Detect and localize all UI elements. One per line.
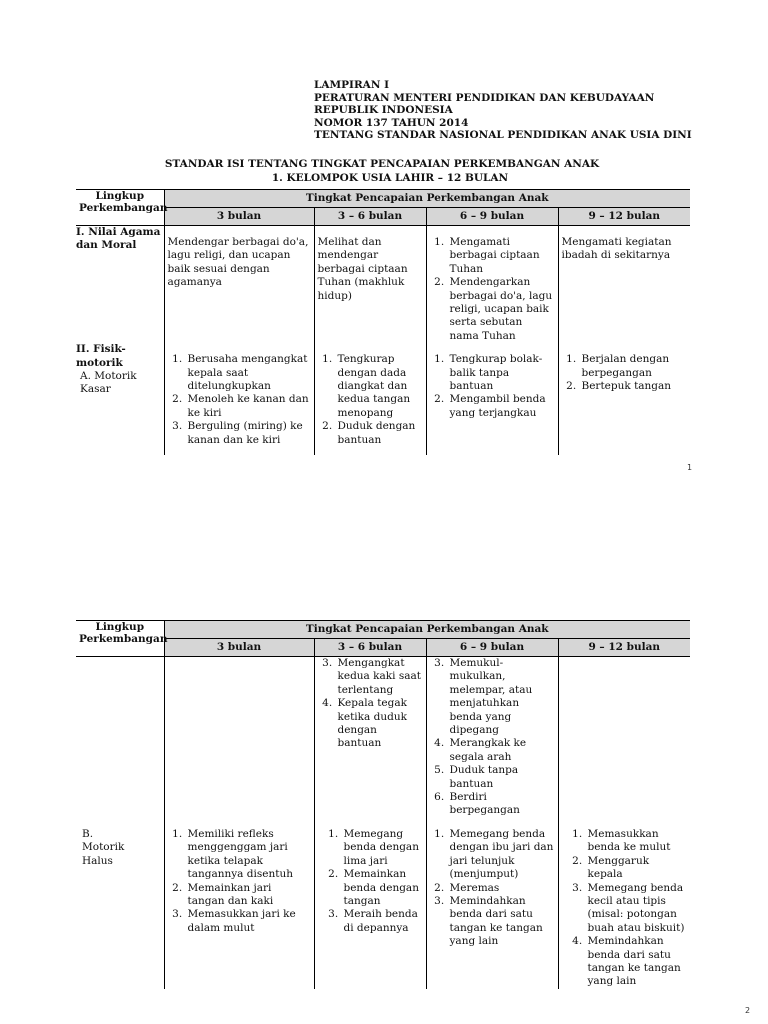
list-item: 1. Tengkurap dengan dada diangkat dan kedua tangan menopang xyxy=(336,353,423,420)
row-sublabel: A. Motorik Kasar xyxy=(80,370,137,396)
cell-list xyxy=(430,828,555,949)
col-header-6-9-bulan: 6 – 9 bulan xyxy=(426,639,558,657)
list-item: 4. Kepala tegak ketika duduk dengan bantuan xyxy=(336,697,423,751)
col-header-9-12-bulan: 9 – 12 bulan xyxy=(558,208,690,226)
list-item: 2. Memainkan benda dengan tangan xyxy=(342,868,423,908)
list-item: 3. Memasukkan jari ke dalam mulut xyxy=(186,908,311,935)
cell-list xyxy=(430,657,555,818)
list-item: 3. Memindahkan benda dari satu tangan ke tangan yang lain xyxy=(448,895,555,949)
row-label: B. Motorik Halus xyxy=(82,827,125,867)
cell-list xyxy=(430,236,555,343)
list-item: 2. Duduk dengan bantuan xyxy=(336,420,423,447)
col-header-9-12-bulan: 9 – 12 bulan xyxy=(558,639,690,657)
row-label: I. Nilai Agama dan Moral xyxy=(76,226,164,344)
cell-list xyxy=(318,828,423,935)
list-item: 3. Meraih benda di depannya xyxy=(342,908,423,935)
table-page-1 xyxy=(76,189,690,455)
list-item: 1. Berusaha mengangkat kepala saat ditelungkupkan xyxy=(186,353,311,393)
list-item: 1. Berjalan dengan berpegangan xyxy=(580,353,688,380)
list-item: 2. Menoleh ke kanan dan ke kiri xyxy=(186,393,311,420)
cell-list xyxy=(168,353,311,447)
header-lingkup: Lingkup Perkembangan xyxy=(76,621,164,657)
header-line: REPUBLIK INDONESIA xyxy=(314,104,453,116)
cell-list xyxy=(318,657,423,751)
page-number: 2 xyxy=(745,1006,751,1015)
list-item: 1. Memegang benda dengan lima jari xyxy=(342,828,423,868)
col-header-3-6-bulan: 3 – 6 bulan xyxy=(314,208,426,226)
list-item: 3. Memukul-mukulkan, melempar, atau menjatuhkan benda yang dipegang xyxy=(448,657,555,737)
col-header-3-bulan: 3 bulan xyxy=(164,639,314,657)
cell-text: Mendengar berbagai do'a, lagu religi, dan ucapan baik sesuai dengan agamanya xyxy=(167,236,309,289)
list-item: 6. Berdiri berpegangan xyxy=(448,791,555,818)
cell-list xyxy=(562,353,688,393)
list-item: 2. Memainkan jari tangan dan kaki xyxy=(186,882,311,909)
table-row xyxy=(76,226,690,344)
col-header-6-9-bulan: 6 – 9 bulan xyxy=(426,208,558,226)
header-line: TENTANG STANDAR NASIONAL PENDIDIKAN ANAK USIA DINI xyxy=(314,129,692,141)
list-item: 2. Mengambil benda yang terjangkau xyxy=(448,393,555,420)
header-tingkat: Tingkat Pencapaian Perkembangan Anak xyxy=(164,621,690,639)
list-item: 1. Memiliki refleks menggenggam jari ketika telapak tangannya disentuh xyxy=(186,828,311,882)
list-item: 2. Menggaruk kepala xyxy=(586,855,688,882)
header-line: LAMPIRAN I xyxy=(314,79,389,91)
col-header-3-6-bulan: 3 – 6 bulan xyxy=(314,639,426,657)
list-item: 1. Memasukkan benda ke mulut xyxy=(586,828,688,855)
list-item: 3. Memegang benda kecil atau tipis (misal: potongan buah atau biskuit) xyxy=(586,882,688,936)
header-line: NOMOR 137 TAHUN 2014 xyxy=(314,116,469,129)
list-item: 4. Memindahkan benda dari satu tangan ke tangan yang lain xyxy=(586,935,688,989)
list-item: 4. Merangkak ke segala arah xyxy=(448,737,555,764)
header-line: PERATURAN MENTERI PENDIDIKAN DAN KEBUDAYAAN xyxy=(314,91,655,104)
cell-text: Melihat dan mendengar berbagai ciptaan Tuhan (makhluk hidup) xyxy=(317,236,408,302)
document-subtitle: 1. KELOMPOK USIA LAHIR – 12 BULAN xyxy=(271,172,509,184)
cell-list xyxy=(562,828,688,989)
table-row xyxy=(76,343,690,455)
list-item: 3. Mengangkat kedua kaki saat terlentang xyxy=(336,657,423,697)
document-header xyxy=(314,79,692,142)
row-label: II. Fisik-motorik xyxy=(76,343,126,369)
cell-text: Mengamati kegiatan ibadah di sekitarnya xyxy=(561,236,672,262)
header-tingkat: Tingkat Pencapaian Perkembangan Anak xyxy=(164,190,690,208)
list-item: 1. Tengkurap bolak-balik tanpa bantuan xyxy=(448,353,555,393)
list-item: 3. Berguling (miring) ke kanan dan ke kiri xyxy=(186,420,311,447)
page-number: 1 xyxy=(687,463,693,472)
cell-list xyxy=(168,828,311,935)
list-item: 1. Memegang benda dengan ibu jari dan jari telunjuk (menjumput) xyxy=(448,828,555,882)
document-title: STANDAR ISI TENTANG TINGKAT PENCAPAIAN PERKEMBANGAN ANAK xyxy=(164,158,600,170)
cell-list xyxy=(318,353,423,447)
cell-list xyxy=(430,353,555,420)
list-item: 2. Bertepuk tangan xyxy=(580,380,688,393)
list-item: 5. Duduk tanpa bantuan xyxy=(448,764,555,791)
col-header-3-bulan: 3 bulan xyxy=(164,208,314,226)
list-item: 1. Mengamati berbagai ciptaan Tuhan xyxy=(448,236,555,276)
list-item: 2. Mendengarkan berbagai do'a, lagu religi, ucapan baik serta sebutan nama Tuhan xyxy=(448,276,555,343)
table-row xyxy=(76,818,690,989)
list-item: 2. Meremas xyxy=(448,882,555,895)
table-row xyxy=(76,657,690,818)
table-page-2 xyxy=(76,620,690,989)
header-lingkup: Lingkup Perkembangan xyxy=(76,190,164,226)
